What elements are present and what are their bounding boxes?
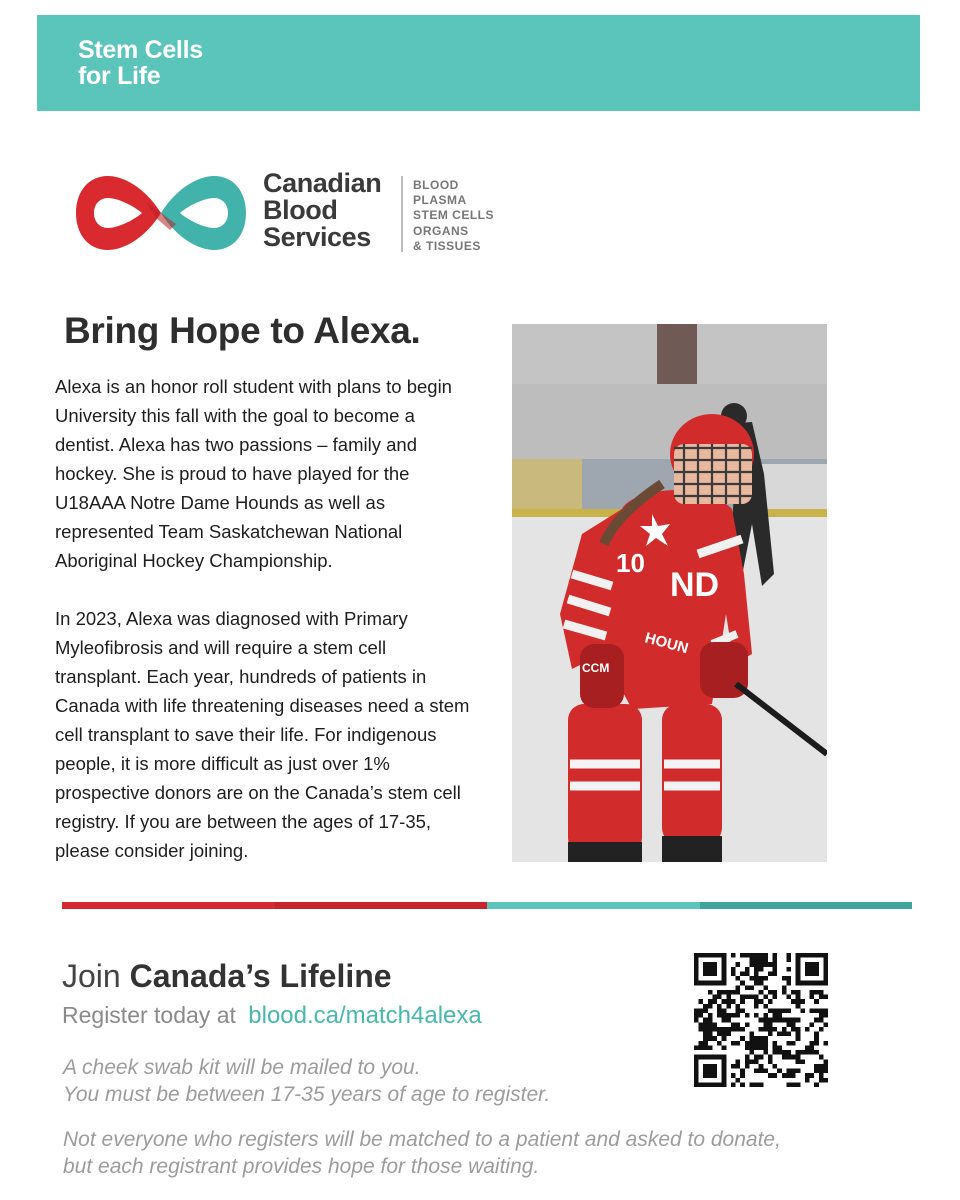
disclaimer-line1: Not everyone who registers will be matched to a patient and asked to donate, [63, 1128, 781, 1151]
kit-note-line2: You must be between 17-35 years of age to register. [63, 1083, 551, 1106]
org-tagline [413, 178, 494, 254]
org-tag: BLOOD [413, 178, 459, 192]
banner-title [78, 37, 203, 89]
org-name [263, 170, 381, 251]
org-tag: STEM CELLS [413, 208, 495, 223]
disclaimer [63, 1126, 781, 1180]
org-name-line2: Blood [263, 195, 338, 225]
jersey-letters: ND [670, 566, 720, 604]
register-line [62, 1002, 482, 1030]
color-divider [62, 902, 912, 909]
hockey-player-photo [512, 324, 827, 862]
disclaimer-line2: but each registrant provides hope for those waiting. [63, 1155, 540, 1178]
qr-code-icon[interactable] [688, 953, 834, 1087]
infinity-logo-icon [72, 168, 250, 258]
org-tag: & TISSUES [413, 238, 481, 253]
divider-segment-teal [487, 902, 700, 909]
org-separator [401, 176, 403, 252]
divider-segment-darkred [275, 902, 488, 909]
divider-segment-red [62, 902, 275, 909]
banner-title-line1: Stem Cells [78, 36, 203, 64]
register-link[interactable]: blood.ca/match4alexa [248, 1002, 482, 1029]
story-paragraph-2: In 2023, Alexa was diagnosed with Primary Myleofibrosis and will require a stem cell transplant. Each year, hundreds of patients in Canada with life threatening diseases need a stem cell transplant to save their life. For indigenous people, it is more difficult as just over 1% prospective donors are on the Canada’s stem cell registry. If you are between the ages of 17-35, please consider joining. [55, 608, 470, 861]
join-heading [62, 958, 392, 995]
kit-note-line1: A cheek swab kit will be mailed to you. [63, 1056, 421, 1079]
story-paragraph-1: Alexa is an honor roll student with plans to begin University this fall with the goal to become a dentist. Alexa has two passions – family and hockey. She is proud to have played for the U18AAA Notre Dame Hounds as well as represented Team Saskatchewan National Aboriginal Hockey Championship. [55, 376, 452, 571]
org-name-line1: Canadian [263, 168, 382, 198]
jersey-number: 10 [616, 548, 645, 578]
banner-title-line2: for Life [78, 62, 161, 90]
jersey-team-text: HOUN [642, 629, 691, 658]
kit-note [63, 1054, 550, 1108]
headline: Bring Hope to Alexa. [64, 310, 421, 351]
org-name-line3: Services [263, 222, 371, 252]
join-prefix: Join [62, 958, 121, 994]
story-text [55, 372, 475, 865]
glove-brand: CCM [582, 661, 610, 675]
org-tag: PLASMA [413, 193, 467, 208]
join-bold: Canada’s Lifeline [129, 958, 392, 994]
org-tag: ORGANS [413, 223, 469, 238]
register-prefix: Register today at [62, 1002, 236, 1028]
divider-segment-darkteal [700, 902, 913, 909]
header-banner [37, 15, 920, 111]
